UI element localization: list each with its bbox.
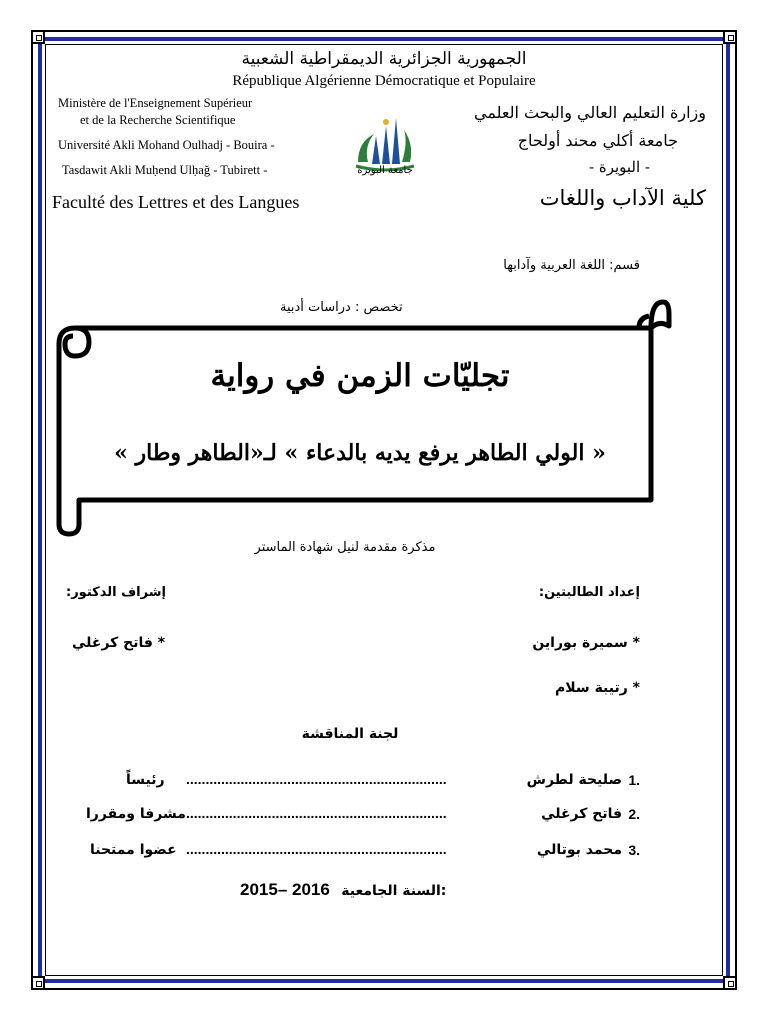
thesis-subtitle: « الولي الطاهر يرفع يديه بالدعاء » لـ«الطاهر وطار »: [114, 440, 606, 466]
supervisor-label: إشراف الدكتور:: [66, 585, 166, 600]
member-number: 1.: [628, 772, 640, 788]
member-role: عضوا ممتحنا: [90, 842, 177, 858]
academic-year-value: 2015– 2016: [240, 880, 330, 899]
title-scroll-banner: [55, 298, 673, 538]
university-arabic: جامعة أكلي محند أولحاج: [517, 131, 678, 150]
ministry-french-line2: et de la Recherche Scientifique: [80, 113, 236, 127]
students-label: إعداد الطالبتين:: [538, 585, 640, 600]
ministry-french-line1: Ministère de l'Enseignement Supérieur: [58, 96, 253, 110]
university-french-line1: Université Akli Mohand Oulhadj - Bouira -: [58, 138, 275, 152]
ministry-arabic: وزارة التعليم العالي والبحث العلمي: [474, 103, 706, 122]
member-name: فاتح كرغلي: [541, 806, 622, 822]
corner-ornament-bottom-right: [723, 976, 737, 990]
faculty-arabic: كلية الآداب واللغات: [539, 186, 706, 210]
corner-ornament-top-right: [723, 30, 737, 44]
committee-title: لجنة المناقشة: [301, 726, 399, 742]
member-number: 3.: [628, 842, 640, 858]
member-dots: ...................................................................: [186, 841, 447, 857]
member-name: صليحة لطرش: [526, 772, 622, 788]
corner-ornament-top-left: [31, 30, 45, 44]
specialty-label: تخصص : دراسات أدبية: [280, 300, 403, 315]
republic-name-french: République Algérienne Démocratique et Populaire: [232, 73, 536, 89]
supervisor-name: * فاتح كرغلي: [72, 635, 166, 651]
logo-caption: جامعة البويرة: [357, 165, 413, 176]
member-role: رئيساً: [126, 772, 165, 788]
university-logo: [350, 108, 420, 182]
member-dots: ...................................................................: [186, 805, 447, 821]
student-name-2: * رتيبة سلام: [555, 680, 640, 696]
academic-year: [240, 880, 446, 900]
university-french-line2: Tasdawit Akli Muḥend Ulḥağ - Tubirett -: [62, 163, 268, 177]
member-name: محمد بوتالي: [536, 842, 622, 858]
republic-name-arabic: الجمهورية الجزائرية الديمقراطية الشعبية: [241, 49, 527, 69]
member-role: مشرفا ومقررا: [86, 806, 186, 822]
department-label: قسم: اللغة العربية وآدابها: [503, 258, 640, 273]
corner-ornament-bottom-left: [31, 976, 45, 990]
faculty-french: Faculté des Lettres et des Langues: [52, 192, 300, 212]
student-name-1: * سميرة بوراين: [532, 635, 640, 651]
academic-year-label: السنة الجامعية:: [341, 883, 447, 899]
member-number: 2.: [628, 806, 640, 822]
city-arabic: - البويرة -: [589, 158, 650, 176]
thesis-title: تجليّات الزمن في رواية: [210, 358, 510, 394]
member-dots: ...................................................................: [186, 771, 447, 787]
memo-description: مذكرة مقدمة لنيل شهادة الماستر: [254, 540, 436, 555]
